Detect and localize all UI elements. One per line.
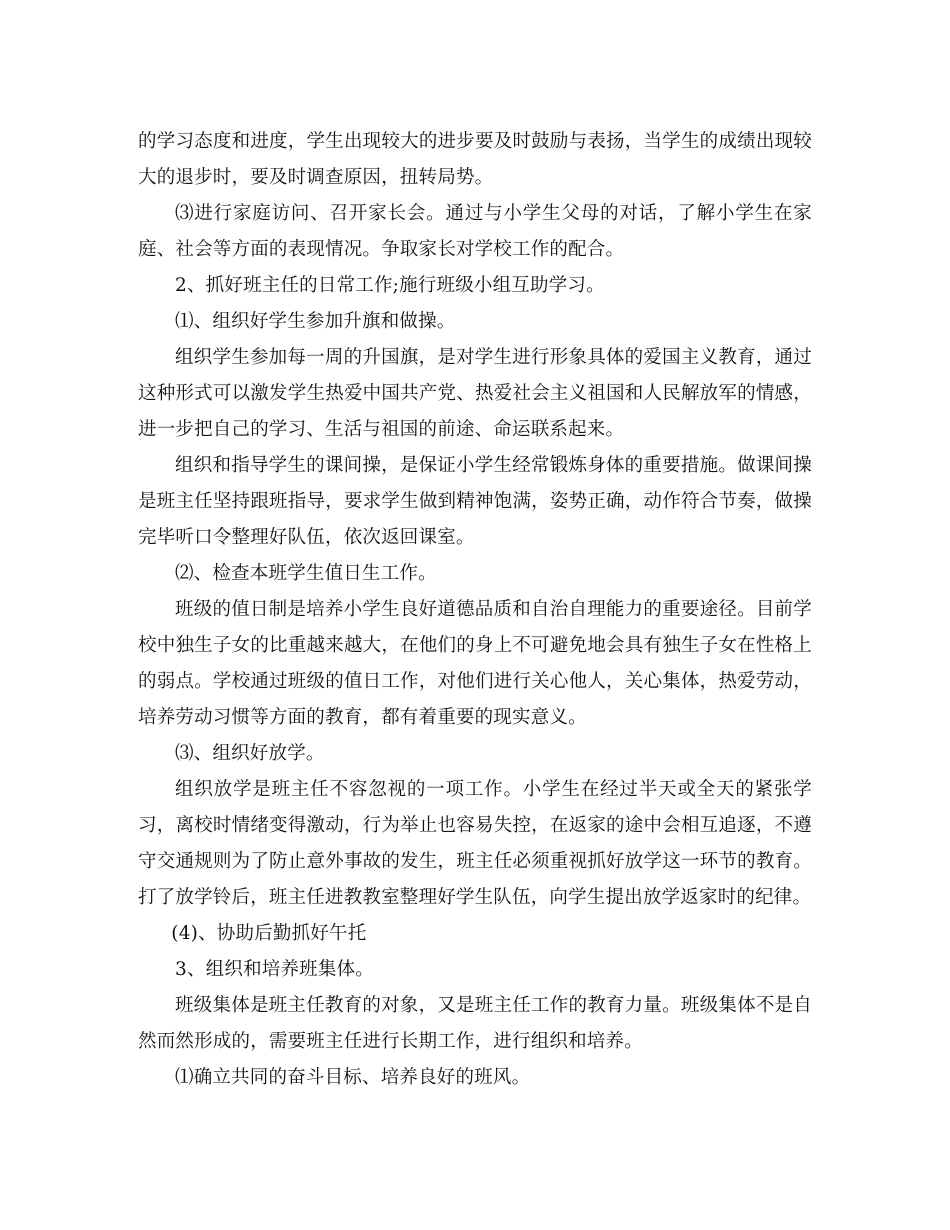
subheading-dismissal: ⑶、组织好放学。 [175,743,325,764]
section-heading-daily-work: 2、抓好班主任的日常工作;施行班级小组互助学习。 [175,275,605,296]
paragraph-home-visit: ⑶进行家庭访问、召开家长会。通过与小学生父母的对话，了解小学生在家庭、社会等方面的表现情况。争取家长对学校工作的配合。 [138,203,812,260]
subheading-noon-care: (4)、协助后勤抓好午托 [171,923,367,944]
subheading-common-goal: ⑴确立共同的奋斗目标、培养良好的班风。 [175,1067,531,1088]
paragraph-duty-system: 班级的值日制是培养小学生良好道德品质和自治自理能力的重要途径。目前学校中独生子女的比重越来越大，在他们的身上不可避免地会具有独生子女在性格上的弱点。学校通过班级的值日工作，对他们进行关心他人，关心集体，热爱劳动，培养劳动习惯等方面的教育，都有着重要的现实意义。 [138,599,812,728]
paragraph-recess-exercise: 组织和指导学生的课间操，是保证小学生经常锻炼身体的重要措施。做课间操是班主任坚持跟班指导，要求学生做到精神饱满，姿势正确，动作符合节奏，做操完毕听口令整理好队伍，依次返回课室。 [138,455,812,548]
paragraph-flag-raising: 组织学生参加每一周的升国旗，是对学生进行形象具体的爱国主义教育，通过这种形式可以激发学生热爱中国共产党、热爱社会主义祖国和人民解放军的情感，进一步把自己的学习、生活与祖国的前途、命运联系起来。 [138,347,812,440]
paragraph-class-collective: 班级集体是班主任教育的对象，又是班主任工作的教育力量。班级集体不是自然而然形成的，需要班主任进行长期工作，进行组织和培养。 [138,995,812,1052]
subheading-duty-check: ⑵、检查本班学生值日生工作。 [175,563,437,584]
subheading-flag-and-exercise: ⑴、组织好学生参加升旗和做操。 [175,311,456,332]
paragraph-dismissal: 组织放学是班主任不容忽视的一项工作。小学生在经过半天或全天的紧张学习，离校时情绪变得激动，行为举止也容易失控，在返家的途中会相互追逐，不遵守交通规则为了防止意外事故的发生，班主任必须重视抓好放学这一环节的教育。打了放学铃后，班主任进教教室整理好学生队伍，向学生提出放学返家时的纪律。 [138,779,812,908]
section-heading-class-collective: 3、组织和培养班集体。 [175,959,374,980]
document-body [138,124,812,1096]
paragraph-continuation: 的学习态度和进度，学生出现较大的进步要及时鼓励与表扬，当学生的成绩出现较大的退步时，要及时调查原因，扭转局势。 [138,131,812,188]
